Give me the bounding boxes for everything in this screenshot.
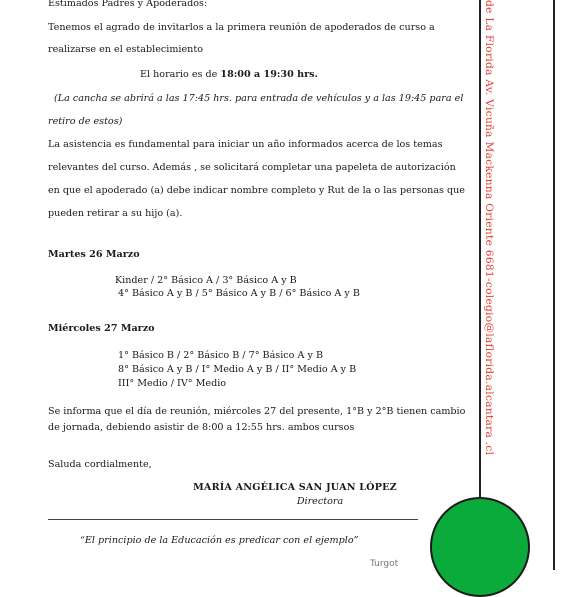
note-line-1: (La cancha se abrirá a las 17:45 hrs. para entrada de vehículos y a las 19:45 para el [54, 93, 464, 104]
info-line-2: de jornada, debiendo asistir de 8:00 a 12:55 hrs. ambos cursos [48, 422, 355, 433]
signer-title: Directora [296, 496, 344, 507]
schedule-prefix: El horario es de [140, 69, 218, 80]
signer-name: MARÍA ANGÉLICA SAN JUAN LÓPEZ [193, 482, 397, 493]
note-line-2: retiro de estos) [48, 116, 123, 127]
day-1-line: Kinder / 2° Básico A / 3° Básico A y B [115, 275, 297, 286]
day-2-title: Miércoles 27 Marzo [48, 323, 155, 334]
footer-divider [48, 519, 418, 520]
info-line-1: Se informa que el día de reunión, miércoles 27 del presente, 1°B y 2°B tienen cambio [48, 406, 466, 417]
day-1-line: 4° Básico A y B / 5° Básico A y B / 6° Básico A y B [118, 288, 360, 299]
sidebar-border-line [479, 0, 481, 570]
schedule-line [140, 69, 318, 81]
paragraph-2-line-2: relevantes del curso. Además , se solicitará completar una papeleta de autorización [48, 162, 456, 173]
paragraph-1-line-2: realizarse en el establecimiento [48, 44, 203, 55]
day-2-line: 8° Básico A y B / I° Medio A y B / II° Medio A y B [118, 364, 357, 375]
paragraph-2-line-4: pueden retirar a su hijo (a). [48, 208, 183, 219]
motto: “El principio de la Educación es predicar con el ejemplo” [80, 535, 359, 546]
motto-author: Turgot [370, 559, 399, 569]
greeting: Estimados Padres y Apoderados: [48, 0, 208, 9]
green-circle-emblem [430, 497, 530, 597]
right-border-line [553, 0, 555, 570]
day-1-title: Martes 26 Marzo [48, 249, 140, 260]
paragraph-1-line-1: Tenemos el agrado de invitarlos a la primera reunión de apoderados de curso a [48, 22, 435, 33]
closing: Saluda cordialmente, [48, 459, 152, 470]
school-address-text: de La Florida Av. Vicuña Mackenna Oriente 6681-colegio@laflorida.alcantara .cl [483, 0, 495, 456]
paragraph-2-line-1: La asistencia es fundamental para iniciar un año informados acerca de los temas [48, 139, 443, 150]
school-address-strip [483, 0, 497, 456]
schedule-hours: 18:00 a 19:30 hrs. [220, 69, 318, 80]
paragraph-2-line-3: en que el apoderado (a) debe indicar nombre completo y Rut de la o las personas que [48, 185, 465, 196]
day-2-line: III° Medio / IV° Medio [118, 378, 227, 389]
day-2-line: 1° Básico B / 2° Básico B / 7° Básico A y B [118, 350, 323, 361]
